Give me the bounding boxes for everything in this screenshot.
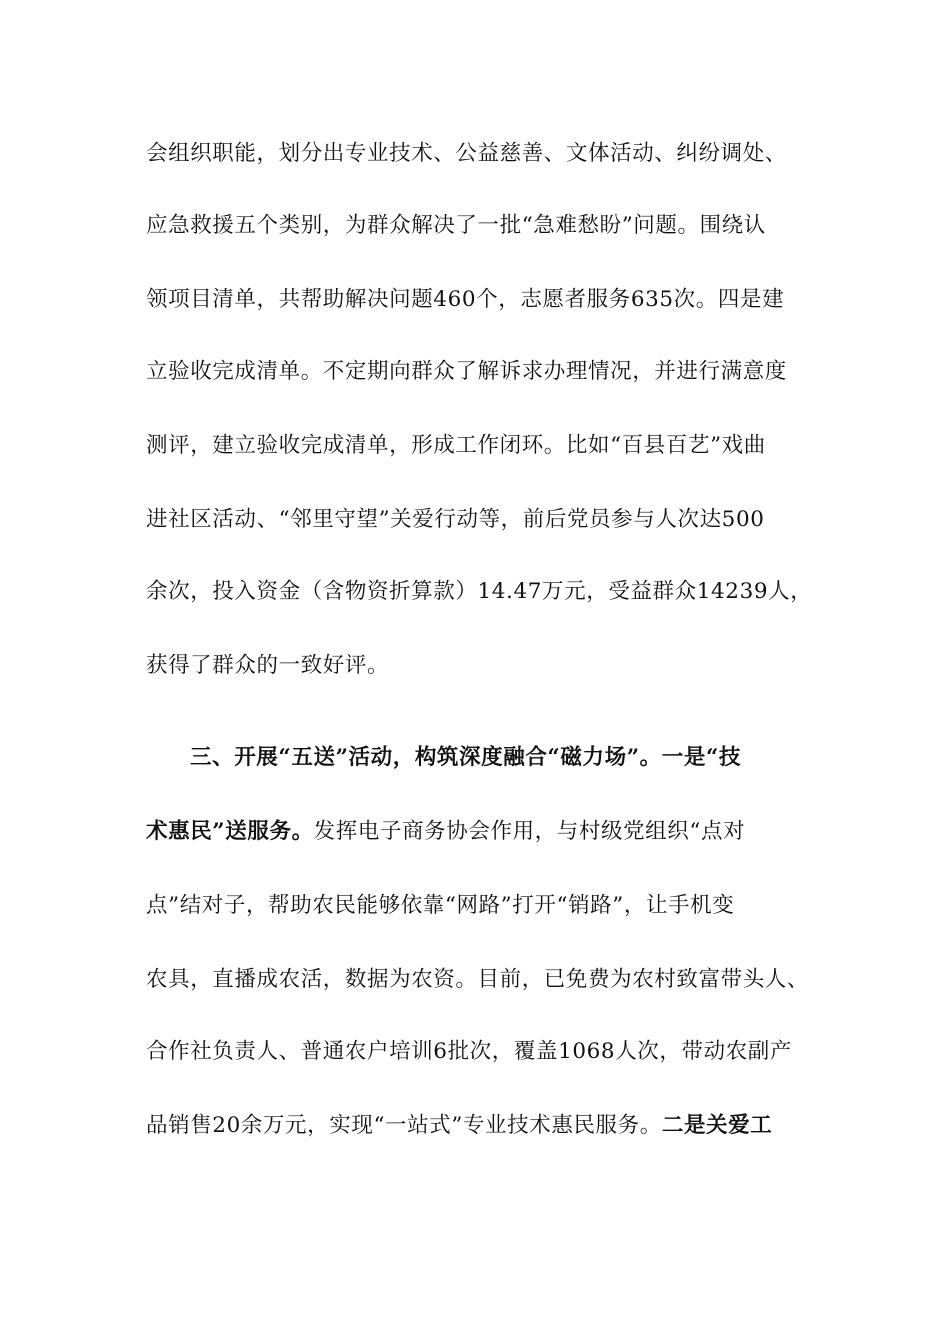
paragraph2-line-2 <box>146 812 826 852</box>
paragraph1-line-8: 获得了群众的一致好评。 <box>146 653 390 678</box>
bold-subheading-2: 二是关爱工 <box>661 1113 773 1138</box>
paragraph1-line-2: 应急救援五个类别，为群众解决了一批“急难愁盼”问题。围绕认 <box>146 213 766 238</box>
paragraph1-line-7: 余次，投入资金（含物资折算款）14.47万元，受益群众14239人， <box>146 579 813 604</box>
paragraph1-line-1: 会组织职能，划分出专业技术、公益慈善、文体活动、纠纷调处、 <box>146 141 787 166</box>
section-heading-line: 三、开展“五送”活动，构筑深度融合“磁力场”。一是“技 <box>190 745 742 770</box>
paragraph1-line-6: 进社区活动、“邻里守望”关爱行动等，前后党员参与人次达500 <box>146 507 765 532</box>
paragraph2-line-4: 农具，直播成农活，数据为农资。目前，已免费为农村致富带头人、 <box>146 967 810 992</box>
paragraph2-line-6 <box>146 1106 826 1146</box>
bold-subheading: 术惠民”送服务。 <box>146 819 314 844</box>
paragraph2-line-5: 合作社负责人、普通农户培训6批次，覆盖1068人次，带动农副产 <box>146 1039 792 1064</box>
paragraph2-line-3: 点”结对子，帮助农民能够依靠“网路”打开“销路”，让手机变 <box>146 893 735 918</box>
paragraph1-line-3: 领项目清单，共帮助解决问题460个，志愿者服务635次。四是建 <box>146 287 785 312</box>
paragraph2-line-2-text: 发挥电子商务协会作用，与村级党组织“点对 <box>313 819 746 844</box>
paragraph1-line-4: 立验收完成清单。不定期向群众了解诉求办理情况，并进行满意度 <box>146 359 787 384</box>
paragraph2-line-6-text: 品销售20余万元，实现“一站式”专业技术惠民服务。 <box>146 1113 662 1138</box>
paragraph1-line-5: 测评，建立验收完成清单，形成工作闭环。比如“百县百艺”戏曲 <box>146 433 766 458</box>
